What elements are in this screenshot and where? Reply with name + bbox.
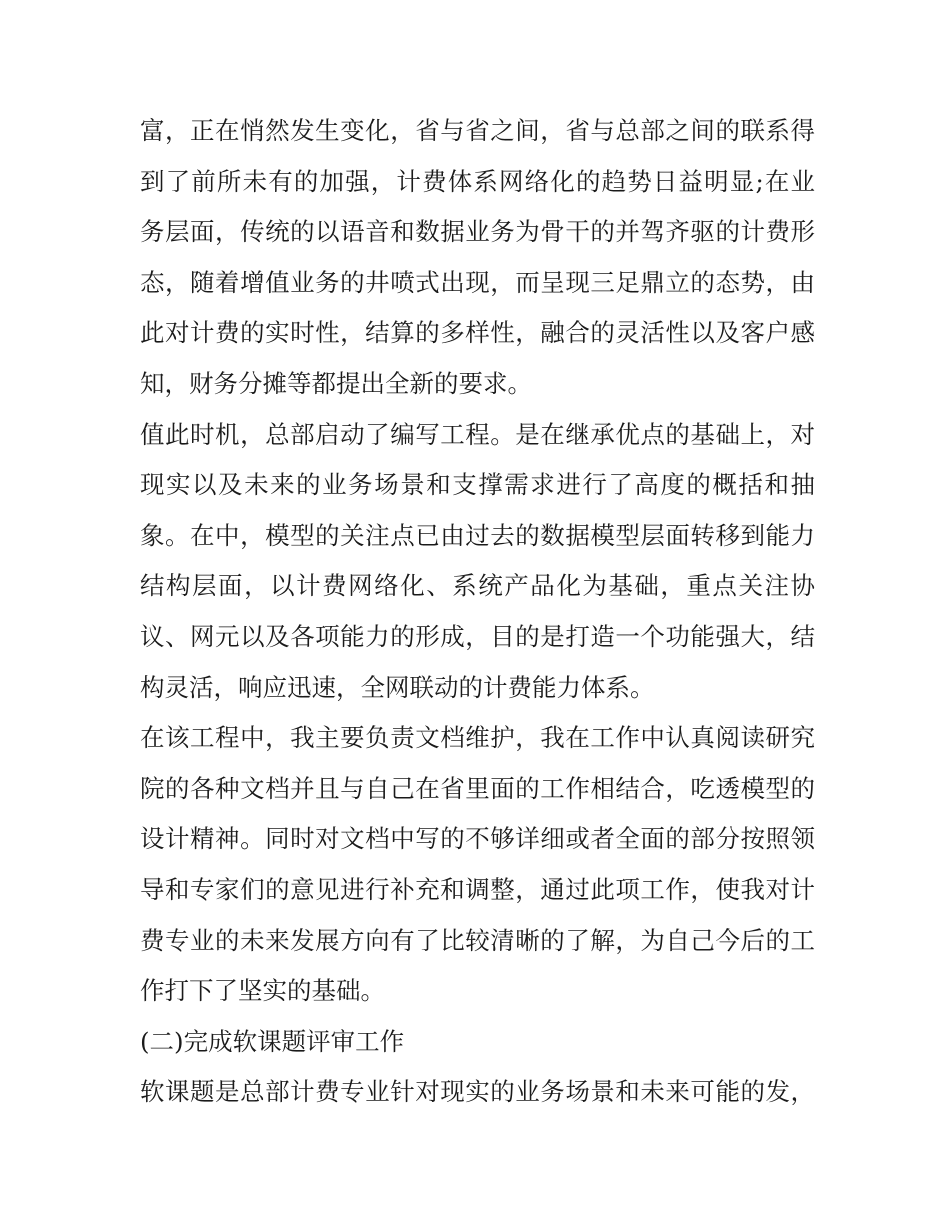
text-line: 软课题是总部计费专业针对现实的业务场景和未来可能的发，: [140, 1077, 815, 1107]
text-line: 院的各种文档并且与自己在省里面的工作相结合，吃透模型的: [140, 773, 815, 803]
text-line: 议、网元以及各项能力的形成，目的是打造一个功能强大，结: [140, 621, 815, 651]
text-line: 态，随着增值业务的井喷式出现，而呈现三足鼎立的态势，由: [140, 267, 815, 297]
text-line: 设计精神。同时对文档中写的不够详细或者全面的部分按照领: [140, 824, 815, 854]
text-line: 象。在中，模型的关注点已由过去的数据模型层面转移到能力: [140, 520, 815, 550]
text-line: 费专业的未来发展方向有了比较清晰的了解，为自己今后的工: [140, 925, 815, 955]
text-line: 结构层面，以计费网络化、系统产品化为基础，重点关注协: [140, 571, 815, 601]
text-line: 现实以及未来的业务场景和支撑需求进行了高度的概括和抽: [140, 470, 815, 500]
text-line: 到了前所未有的加强，计费体系网络化的趋势日益明显;在业: [140, 166, 815, 196]
text-line: 富，正在悄然发生变化，省与省之间，省与总部之间的联系得: [140, 116, 815, 145]
text-line: 在该工程中，我主要负责文档维护，我在工作中认真阅读研究: [140, 723, 815, 753]
text-line: 构灵活，响应迅速，全网联动的计费能力体系。: [140, 672, 655, 702]
text-line: 此对计费的实时性，结算的多样性，融合的灵活性以及客户感: [140, 318, 815, 348]
text-line: 知，财务分摊等都提出全新的要求。: [140, 368, 532, 398]
section-heading: (二)完成软课题评审工作: [140, 1026, 405, 1056]
text-line: 作打下了坚实的基础。: [140, 976, 385, 1006]
document-body: [140, 106, 815, 1118]
text-line: 值此时机，总部启动了编写工程。是在继承优点的基础上，对: [140, 419, 815, 449]
text-line: 务层面，传统的以语音和数据业务为骨干的并驾齐驱的计费形: [140, 217, 815, 247]
text-line: 导和专家们的意见进行补充和调整，通过此项工作，使我对计: [140, 874, 815, 904]
